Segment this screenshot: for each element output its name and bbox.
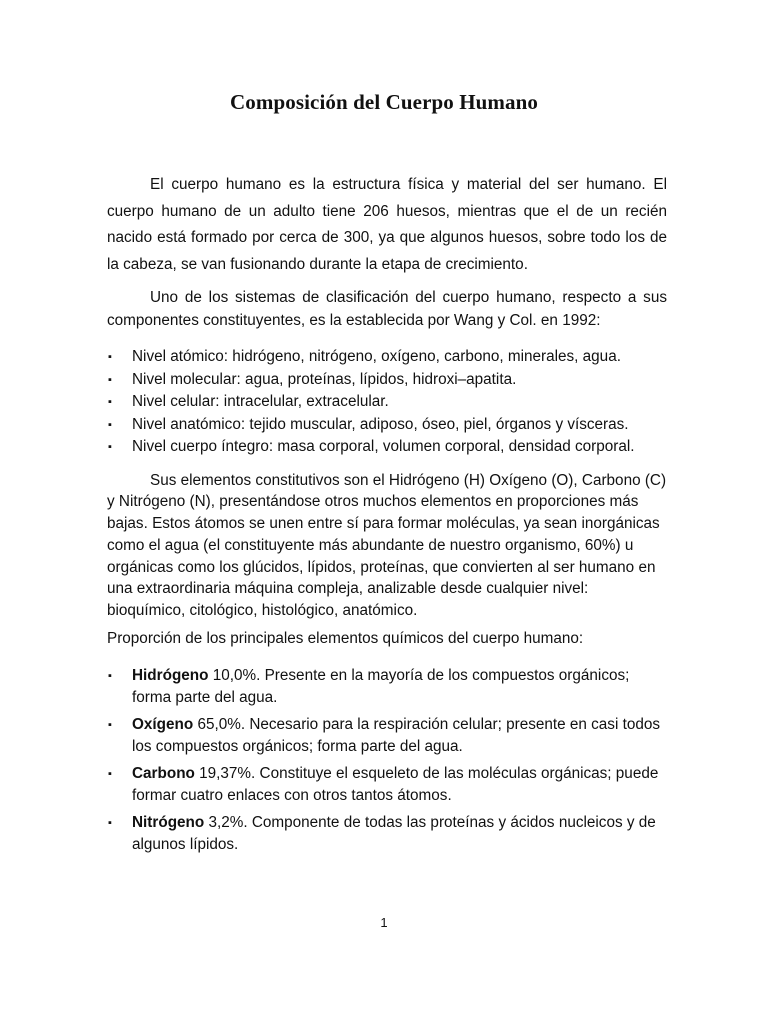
list-item bbox=[107, 763, 667, 807]
document-title: Composición del Cuerpo Humano bbox=[229, 90, 538, 114]
paragraph-classification: Uno de los sistemas de clasificación del cuerpo humano, respecto a sus componentes constituyentes, es la establecida por Wang y Col. en 1992: bbox=[107, 289, 667, 329]
bullet-icon: ▪ bbox=[108, 373, 112, 386]
list-item bbox=[107, 812, 667, 856]
paragraph-intro: El cuerpo humano es la estructura física y material del ser humano. El cuerpo humano de un adulto tiene 206 huesos, mientras que el de un recién nacido está formado por cerca de 300, ya que algunos huesos, sobre todo los de la cabeza, se van fusionando durante la etapa de crecimiento. bbox=[107, 176, 667, 273]
list-item-text: Nivel anatómico: tejido muscular, adiposo, óseo, piel, órganos y vísceras. bbox=[132, 415, 629, 433]
list-item bbox=[107, 369, 667, 392]
paragraph-proportion-heading: Proporción de los principales elementos químicos del cuerpo humano: bbox=[107, 630, 584, 648]
list-item bbox=[107, 391, 667, 414]
bullet-icon: ▪ bbox=[108, 768, 112, 781]
bullet-icon: ▪ bbox=[108, 817, 112, 830]
element-description: 65,0%. Necesario para la respiración celular; presente en casi todos los compuestos orgánicos; forma parte del agua. bbox=[132, 716, 661, 756]
list-item bbox=[107, 665, 667, 709]
element-description: 3,2%. Componente de todas las proteínas y ácidos nucleicos y de algunos lípidos. bbox=[132, 814, 656, 854]
page-number: 1 bbox=[380, 915, 388, 930]
elements-list bbox=[107, 665, 667, 856]
document-body bbox=[107, 172, 667, 861]
bullet-icon: ▪ bbox=[108, 719, 112, 732]
paragraph-elements: Sus elementos constitutivos son el Hidrógeno (H) Oxígeno (O), Carbono (C) y Nitrógeno (N), presentándose otros muchos elementos en proporciones más bajas. Estos átomos se unen entre sí para formar moléculas, ya sean inorgánicas como el agua (el constituyente más abundante de nuestro organismo, 60%) u orgánicas como los glúcidos, lípidos, proteínas, que convierten al ser humano en una extraordinaria máquina compleja, analizable desde cualquier nivel: bioquímico, citológico, histológico, anatómico. bbox=[107, 471, 667, 620]
list-item bbox=[107, 346, 667, 369]
list-item-text: Nivel cuerpo íntegro: masa corporal, volumen corporal, densidad corporal. bbox=[132, 438, 635, 455]
list-item bbox=[107, 714, 667, 758]
element-name: Oxígeno bbox=[132, 716, 194, 734]
bullet-icon: ▪ bbox=[108, 418, 112, 431]
element-description: 19,37%. Constituye el esqueleto de las moléculas orgánicas; puede formar cuatro enlaces con otros tantos átomos. bbox=[132, 765, 659, 805]
list-item-text: Nivel celular: intracelular, extracelular. bbox=[132, 393, 389, 410]
list-item-text: Nivel atómico: hidrógeno, nitrógeno, oxígeno, carbono, minerales, agua. bbox=[132, 348, 621, 365]
bullet-icon: ▪ bbox=[108, 351, 112, 363]
element-name: Nitrógeno bbox=[132, 814, 205, 832]
bullet-icon: ▪ bbox=[108, 670, 112, 683]
list-item-text: Nivel molecular: agua, proteínas, lípidos, hidroxi–apatita. bbox=[132, 370, 517, 388]
element-description: 10,0%. Presente en la mayoría de los compuestos orgánicos; forma parte del agua. bbox=[132, 667, 630, 707]
levels-list bbox=[107, 346, 667, 459]
list-item bbox=[107, 414, 667, 437]
bullet-icon: ▪ bbox=[108, 396, 112, 408]
element-name: Hidrógeno bbox=[132, 667, 209, 685]
element-name: Carbono bbox=[132, 765, 195, 783]
bullet-icon: ▪ bbox=[108, 441, 112, 453]
list-item bbox=[107, 436, 667, 459]
